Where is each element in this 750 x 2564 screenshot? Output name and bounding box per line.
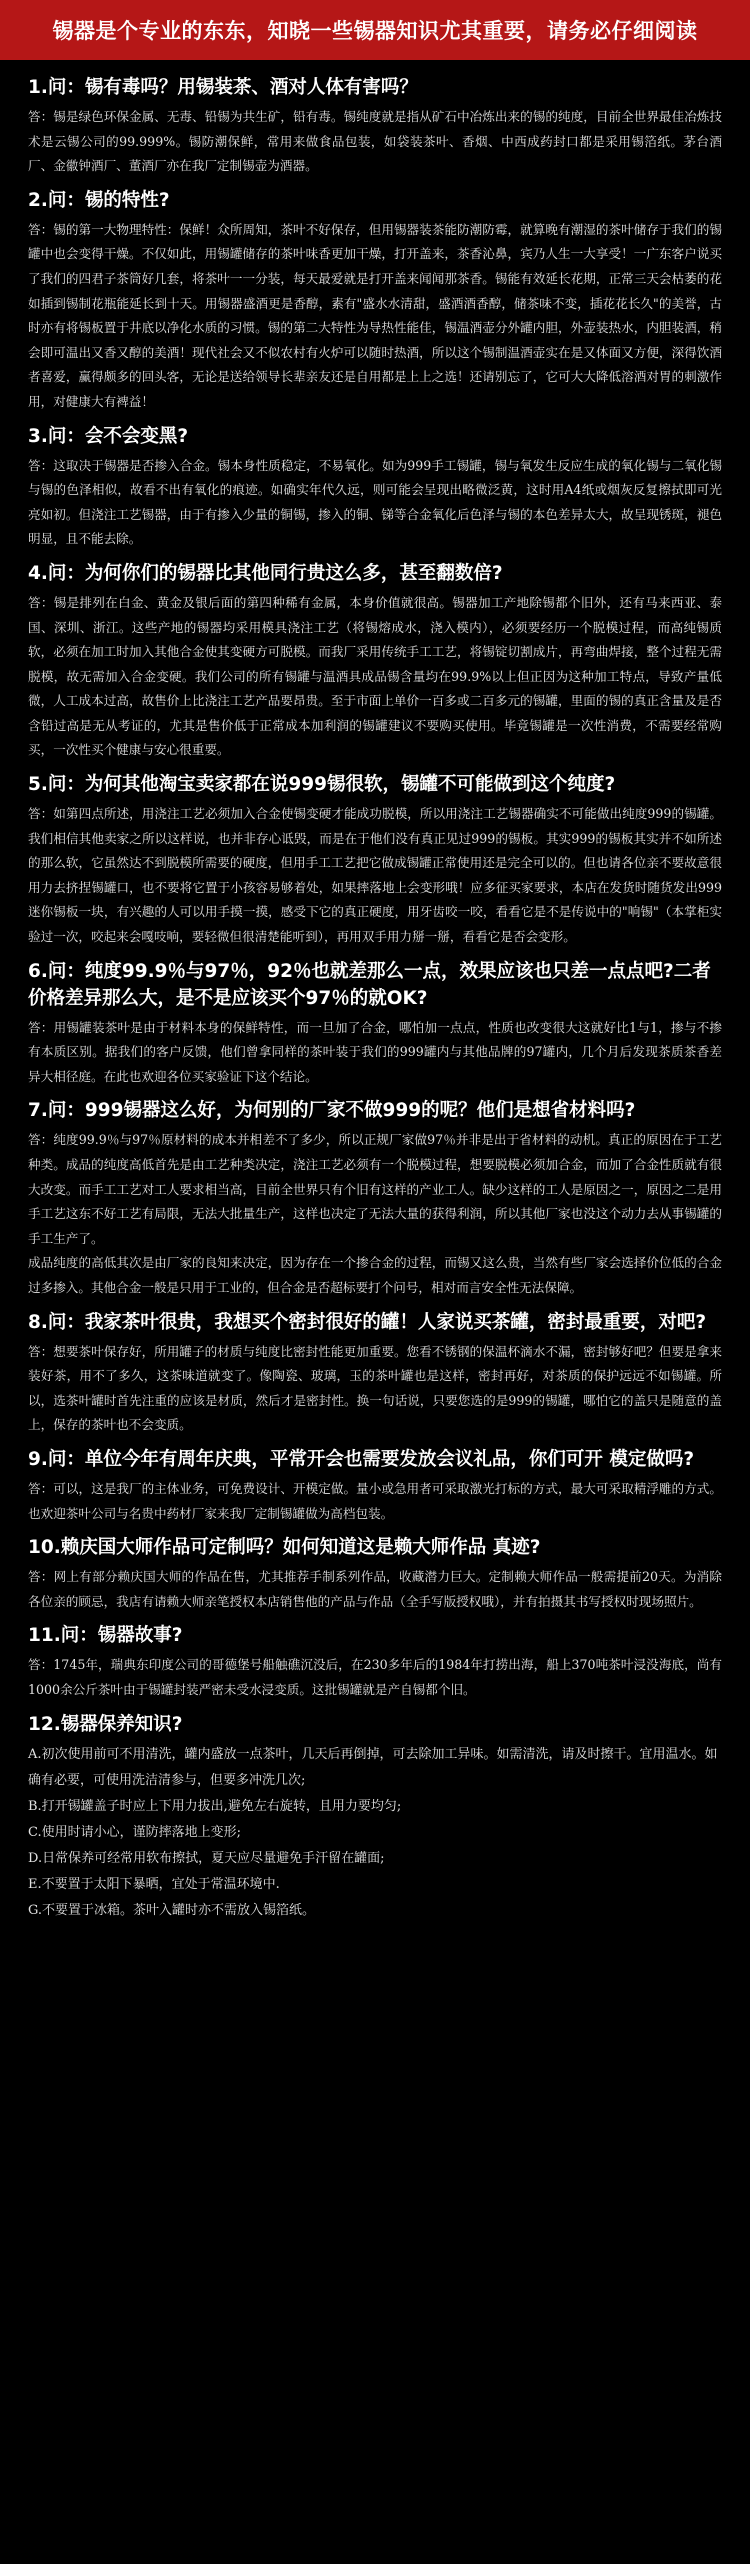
answer-paragraph: 成品纯度的高低其次是由厂家的良知来决定，因为存在一个掺合金的过程，而锡又这么贵，当然有些厂家会选择价位低的合金过多掺入。其他合金一般是只用于工业的，但合金是否超标要打个问号，相对而言安全性无法保障。 [28, 1255, 722, 1295]
faq-section-2 [28, 187, 722, 415]
faq-answer [28, 1016, 722, 1090]
faq-answer [28, 454, 722, 552]
faq-section-care [28, 1711, 722, 1924]
faq-answer [28, 1340, 722, 1438]
answer-paragraph: 答：纯度99.9％与97％原材料的成本并相差不了多少，所以正规厂家做97％并非是出于省材料的动机。真正的原因在于工艺种类。成品的纯度高低首先是由工艺种类决定，浇注工艺必须有一个脱模过程，想要脱模必须加合金，而加了合金性质就有很大改变。而手工工艺对工人要求相当高，目前全世界只有个旧有这样的产业工人。缺少这样的工人是原因之一，原因之二是用手工艺这东不好工艺有局限，无法大批量生产，这样也决定了无法大量的获得利润，所以其他厂家也没这个动力去从事锡罐的手工生产了。 [28, 1132, 722, 1246]
faq-content [0, 60, 750, 1924]
faq-question: 2.问：锡的特性? [28, 189, 170, 211]
faq-section-7 [28, 1097, 722, 1300]
faq-answer [28, 591, 722, 763]
answer-paragraph: 答：如第四点所述，用浇注工艺必须加入合金使锡变硬才能成功脱模，所以用浇注工艺锡器确实不可能做出纯度999的锡罐。我们相信其他卖家之所以这样说，也并非存心诋毁，而是在于他们没有真正见过999的锡板。其实999的锡板其实并不如所述的那么软，它虽然达不到脱模所需要的硬度，但用手工工艺把它做成锡罐正常使用还是完全可以的。但也请各位亲不要故意很用力去挤捏锡罐口，也不要将它置于小孩容易够着处，如果摔落地上会变形哦！应多征买家要求，本店在发货时随货发出999迷你锡板一块，有兴趣的人可以用手摸一摸，感受下它的真正硬度，用牙齿咬一咬，看看它是不是传说中的"响锡"（本掌柜实验过一次，咬起来会嘎吱响，要轻微但很清楚能听到），再用双手用力掰一掰，看看它是否会变形。 [28, 806, 722, 945]
faq-answer [28, 802, 722, 950]
care-item: D.日常保养可经常用软布擦拭，夏天应尽量避免手汗留在罐面; [28, 1850, 385, 1866]
answer-paragraph: 答：用锡罐装茶叶是由于材料本身的保鲜特性，而一旦加了合金，哪怕加一点点，性质也改变很大这就好比1与1，掺与不掺有本质区别。据我们的客户反馈，他们曾拿同样的茶叶装于我们的999罐内与其他品牌的97罐内，几个月后发现茶质茶香差异大相径庭。在此也欢迎各位买家验证下这个结论。 [28, 1019, 722, 1084]
faq-answer [28, 1653, 722, 1702]
faq-question: 5.问：为何其他淘宝卖家都在说999锡很软，锡罐不可能做到这个纯度? [28, 774, 616, 796]
faq-question: 3.问：会不会变黑? [28, 425, 189, 447]
faq-section-10 [28, 1534, 722, 1614]
faq-question: 4.问：为何你们的锡器比其他同行贵这么多，甚至翻数倍? [28, 562, 503, 584]
faq-question: 7.问：999锡器这么好，为何别的厂家不做999的呢？他们是想省材料吗? [28, 1100, 636, 1122]
answer-paragraph: 答：1745年，瑞典东印度公司的哥德堡号船触礁沉没后，在230多年后的1984年打捞出海，船上370吨茶叶浸没海底，尚有1000余公斤茶叶由于锡罐封装严密未受水浸变质。这批锡罐就是产自锡都个旧。 [28, 1657, 722, 1697]
faq-answer [28, 1128, 722, 1300]
faq-section-3 [28, 423, 722, 552]
faq-question: 12.锡器保养知识? [28, 1713, 183, 1735]
faq-section-9 [28, 1446, 722, 1526]
faq-question: 1.问：锡有毒吗？用锡装茶、酒对人体有害吗？ [28, 77, 418, 98]
faq-section-1 [28, 74, 722, 179]
answer-paragraph: 答：网上有部分赖庆国大师的作品在售，尤其推荐手制系列作品，收藏潜力巨大。定制赖大师作品一般需提前20天。为消除各位亲的顾忌，我店有请赖大师亲笔授权本店销售他的产品与作品（全手写版授权哦），并有拍摄其书写授权时现场照片。 [28, 1569, 722, 1609]
faq-answer [28, 1477, 722, 1526]
faq-answer [28, 1565, 722, 1614]
answer-paragraph: 答：这取决于锡器是否掺入合金。锡本身性质稳定，不易氧化。如为999手工锡罐，锡与氧发生反应生成的氧化锡与二氧化锡与锡的色泽相似，故看不出有氧化的痕迹。如确实年代久远，则可能会呈现出略微泛黄，这时用A4纸或烟灰反复擦拭即可光亮如初。但浇注工艺锡器，由于有掺入少量的铜锡，掺入的铜、锑等合金氧化后色泽与锡的本色差异太大，故呈现锈斑，褪色明显，且不能去除。 [28, 457, 722, 547]
faq-section-6 [28, 958, 722, 1090]
faq-question: 10.赖庆国大师作品可定制吗？如何知道这是赖大师作品 真迹? [28, 1537, 541, 1559]
answer-paragraph: 答：锡是绿色环保金属、无毒、铅锡为共生矿，铅有毒。锡纯度就是指从矿石中冶炼出来的锡的纯度，目前全世界最佳冶炼技术是云锡公司的99.999%。锡防潮保鲜，常用来做食品包装，如袋装茶叶、香烟、中西成药封口都是采用锡箔纸。茅台酒厂、金徽钟酒厂、董酒厂亦在我厂定制锡壶为酒器。 [28, 109, 722, 174]
faq-section-11 [28, 1622, 722, 1702]
care-item: B.打开锡罐盖子时应上下用力拔出,避免左右旋转，且用力要均匀; [28, 1798, 402, 1814]
faq-question: 9.问：单位今年有周年庆典，平常开会也需要发放会议礼品，你们可开 模定做吗? [28, 1448, 695, 1470]
care-list [28, 1742, 722, 1924]
faq-answer [28, 218, 722, 415]
faq-section-5 [28, 771, 722, 950]
answer-paragraph: 答：想要茶叶保存好，所用罐子的材质与纯度比密封性能更加重要。您看不锈钢的保温杯滴水不漏，密封够好吧？但要是拿来装好茶，用不了多久，这茶味道就变了。像陶瓷、玻璃，玉的茶叶罐也是这样，密封再好，对茶质的保护远远不如锡罐。所以，选茶叶罐时首先注重的应该是材质，然后才是密封性。换一句话说，只要您选的是999的锡罐，哪怕它的盖只是随意的盖上，保存的茶叶也不会变质。 [28, 1343, 722, 1433]
faq-section-4 [28, 560, 722, 763]
answer-paragraph: 答：锡的第一大物理特性：保鲜！众所周知，茶叶不好保存，但用锡器装茶能防潮防霉，就算晚有潮湿的茶叶储存于我们的锡罐中也会变得干燥。不仅如此，用锡罐储存的茶叶味香更加干燥，打开盖来，茶香沁鼻，宾乃人生一大享受！一广东客户说买了我们的四君子茶筒好几套，将茶叶一一分装，每天最爱就是打开盖来闻闻那茶香。锡能有效延长花期，正常三天会枯萎的花如插到锡制花瓶能延长到十天。用锡器盛酒更是香醇，素有"盛水水清甜，盛酒酒香醇，储茶味不变，插花花长久"的美誉，古时亦有将锡板置于井底以净化水质的习惯。锡的第二大特性为导热性能佳，锡温酒壶分外罐内胆，外壶装热水，内胆装酒，稍会即可温出又香又醇的美酒！现代社会又不似农村有火炉可以随时热酒，所以这个锡制温酒壶实在是又体面又方便，深得饮酒者喜爱，赢得颇多的回头客，无论是送给领导长辈亲友还是自用都是上上之选！还请别忘了，它可大大降低溶酒对胃的刺激作用，对健康大有裨益！ [28, 221, 722, 409]
answer-paragraph: 答：可以，这是我厂的主体业务，可免费设计、开模定做。量小或急用者可采取激光打标的方式，最大可采取精浮雕的方式。也欢迎茶叶公司与名贵中药材厂家来我厂定制锡罐做为高档包装。 [28, 1480, 722, 1521]
care-item: G.不要置于冰箱。茶叶入罐时亦不需放入锡箔纸。 [28, 1902, 316, 1918]
care-item: E.不要置于太阳下暴晒，宜处于常温环境中. [28, 1876, 280, 1892]
care-item: C.使用时请小心，谨防摔落地上变形; [28, 1824, 241, 1840]
faq-question: 8.问：我家茶叶很贵，我想买个密封很好的罐！人家说买茶罐，密封最重要，对吧? [28, 1311, 707, 1333]
care-item: A.初次使用前可不用清洗，罐内盛放一点茶叶，几天后再倒掉，可去除加工异味。如需清洗，请及时擦干。宜用温水。如确有必要，可使用洗洁清参与，但要多冲洗几次; [28, 1746, 718, 1788]
faq-answer [28, 105, 722, 179]
faq-question: 6.问：纯度99.9％与97％，92％也就差那么一点，效果应该也只差一点点吧?二者价格差异那么大，是不是应该买个97％的就OK? [28, 960, 711, 1009]
faq-question: 11.问：锡器故事? [28, 1625, 183, 1647]
answer-paragraph: 答：锡是排列在白金、黄金及银后面的第四种稀有金属，本身价值就很高。锡器加工产地除锡都个旧外，还有马来西亚、泰国、深圳、浙江。这些产地的锡器均采用模具浇注工艺（将锡熔成水，浇入模内），必须要经历一个脱模过程，而高纯锡质软，必须在加工时加入其他合金使其变硬方可脱模。而我厂采用传统手工工艺，将锡锭切割成片，再弯曲焊接，整个过程无需脱模，故无需加入合金变硬。我们公司的所有锡罐与温酒具成品锡含量均在99.9%以上但正因为这种加工特点，导致产量低微，人工成本过高，故售价上比浇注工艺产品要昂贵。至于市面上单价一百多或二百多元的锡罐，里面的锡的真正含量及是否含铅过高是无从考证的，尤其是售价低于正常成本加利润的锡罐建议不要购买使用。毕竟锡罐是一次性消费，不需要经常购买，一次性买个健康与安心很重要。 [28, 594, 722, 758]
faq-section-8 [28, 1309, 722, 1438]
notice-banner: 锡器是个专业的东东，知晓一些锡器知识尤其重要，请务必仔细阅读 [0, 0, 750, 60]
